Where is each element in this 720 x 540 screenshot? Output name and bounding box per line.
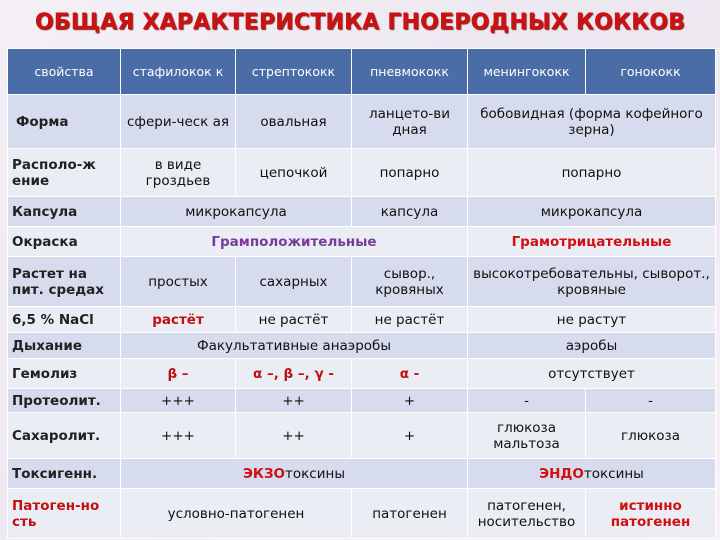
table-row bbox=[8, 389, 716, 413]
page-title: ОБЩАЯ ХАРАКТЕРИСТИКА ГНОЕРОДНЫХ КОККОВ bbox=[34, 10, 686, 35]
table-cell: α –, β –, γ - bbox=[236, 359, 352, 389]
table-cell: высокотребовательны, сыворот., кровяные bbox=[468, 257, 716, 307]
table-cell: ++ bbox=[236, 389, 352, 413]
table-row bbox=[8, 333, 716, 359]
exotoxin-cell bbox=[121, 459, 468, 489]
table-cell: капсула bbox=[352, 197, 468, 227]
row-label: Патоген-но сть bbox=[8, 489, 121, 539]
gram-positive-cell: Грамположительные bbox=[121, 227, 468, 257]
table-row bbox=[8, 257, 716, 307]
row-label: Дыхание bbox=[8, 333, 121, 359]
table-cell: Факультативные анаэробы bbox=[121, 333, 468, 359]
table-cell: ++ bbox=[236, 413, 352, 459]
endo-prefix: ЭНДО bbox=[539, 465, 584, 482]
table-cell: микрокапсула bbox=[121, 197, 352, 227]
row-label: Протеолит. bbox=[8, 389, 121, 413]
table-cell: сфери-ческ ая bbox=[121, 95, 236, 149]
row-label: 6,5 % NaCl bbox=[8, 307, 121, 333]
table-cell: патогенен bbox=[352, 489, 468, 539]
table-row bbox=[8, 95, 716, 149]
table-cell: сахарных bbox=[236, 257, 352, 307]
row-label: Окраска bbox=[8, 227, 121, 257]
gram-negative-cell: Грамотрицательные bbox=[468, 227, 716, 257]
table-cell: условно-патогенен bbox=[121, 489, 352, 539]
table-row bbox=[8, 307, 716, 333]
exo-prefix: ЭКЗО bbox=[243, 465, 286, 482]
row-label: Растет на пит. средах bbox=[8, 257, 121, 307]
characteristics-table bbox=[7, 48, 716, 539]
table-cell: ланцето-ви дная bbox=[352, 95, 468, 149]
table-cell: + bbox=[352, 389, 468, 413]
table-cell: в виде гроздьев bbox=[121, 149, 236, 197]
table-cell: бобовидная (форма кофейного зерна) bbox=[468, 95, 716, 149]
table-cell: сывор., кровяных bbox=[352, 257, 468, 307]
toxin-suffix: токсины bbox=[285, 465, 345, 482]
header-cell-properties: свойства bbox=[8, 49, 121, 95]
table-row bbox=[8, 227, 716, 257]
table-cell: +++ bbox=[121, 389, 236, 413]
endotoxin-cell bbox=[468, 459, 716, 489]
table-cell: не растут bbox=[468, 307, 716, 333]
table-header-row bbox=[8, 49, 716, 95]
row-label: Сахаролит. bbox=[8, 413, 121, 459]
table-cell: попарно bbox=[468, 149, 716, 197]
row-label: Форма bbox=[8, 95, 121, 149]
table-cell: - bbox=[586, 389, 716, 413]
row-label: Располо-ж ение bbox=[8, 149, 121, 197]
table-cell: патогенен, носительство bbox=[468, 489, 586, 539]
table-row bbox=[8, 489, 716, 539]
table-cell: овальная bbox=[236, 95, 352, 149]
row-label: Токсигенн. bbox=[8, 459, 121, 489]
table-row bbox=[8, 197, 716, 227]
table-row bbox=[8, 413, 716, 459]
table-cell: глюкоза bbox=[586, 413, 716, 459]
table-cell: α - bbox=[352, 359, 468, 389]
header-cell-meningococcus: менингококк bbox=[468, 49, 586, 95]
table-cell: микрокапсула bbox=[468, 197, 716, 227]
table-cell: не растёт bbox=[352, 307, 468, 333]
table-cell: не растёт bbox=[236, 307, 352, 333]
table-row bbox=[8, 359, 716, 389]
table-row bbox=[8, 459, 716, 489]
table-cell: истинно патогенен bbox=[586, 489, 716, 539]
table-cell: +++ bbox=[121, 413, 236, 459]
table-cell: простых bbox=[121, 257, 236, 307]
table-cell: цепочкой bbox=[236, 149, 352, 197]
header-cell-pneumococcus: пневмококк bbox=[352, 49, 468, 95]
row-label: Капсула bbox=[8, 197, 121, 227]
table-cell: растёт bbox=[121, 307, 236, 333]
header-cell-staphylococcus: стафилокок к bbox=[121, 49, 236, 95]
toxin-suffix: токсины bbox=[583, 465, 644, 482]
header-cell-streptococcus: стрептококк bbox=[236, 49, 352, 95]
table-row bbox=[8, 149, 716, 197]
table-cell: β – bbox=[121, 359, 236, 389]
table-cell: отсутствует bbox=[468, 359, 716, 389]
header-cell-gonococcus: гонококк bbox=[586, 49, 716, 95]
table-cell: попарно bbox=[352, 149, 468, 197]
table-cell: аэробы bbox=[468, 333, 716, 359]
row-label: Гемолиз bbox=[8, 359, 121, 389]
table-cell: глюкоза мальтоза bbox=[468, 413, 586, 459]
table-cell: + bbox=[352, 413, 468, 459]
table-cell: - bbox=[468, 389, 586, 413]
